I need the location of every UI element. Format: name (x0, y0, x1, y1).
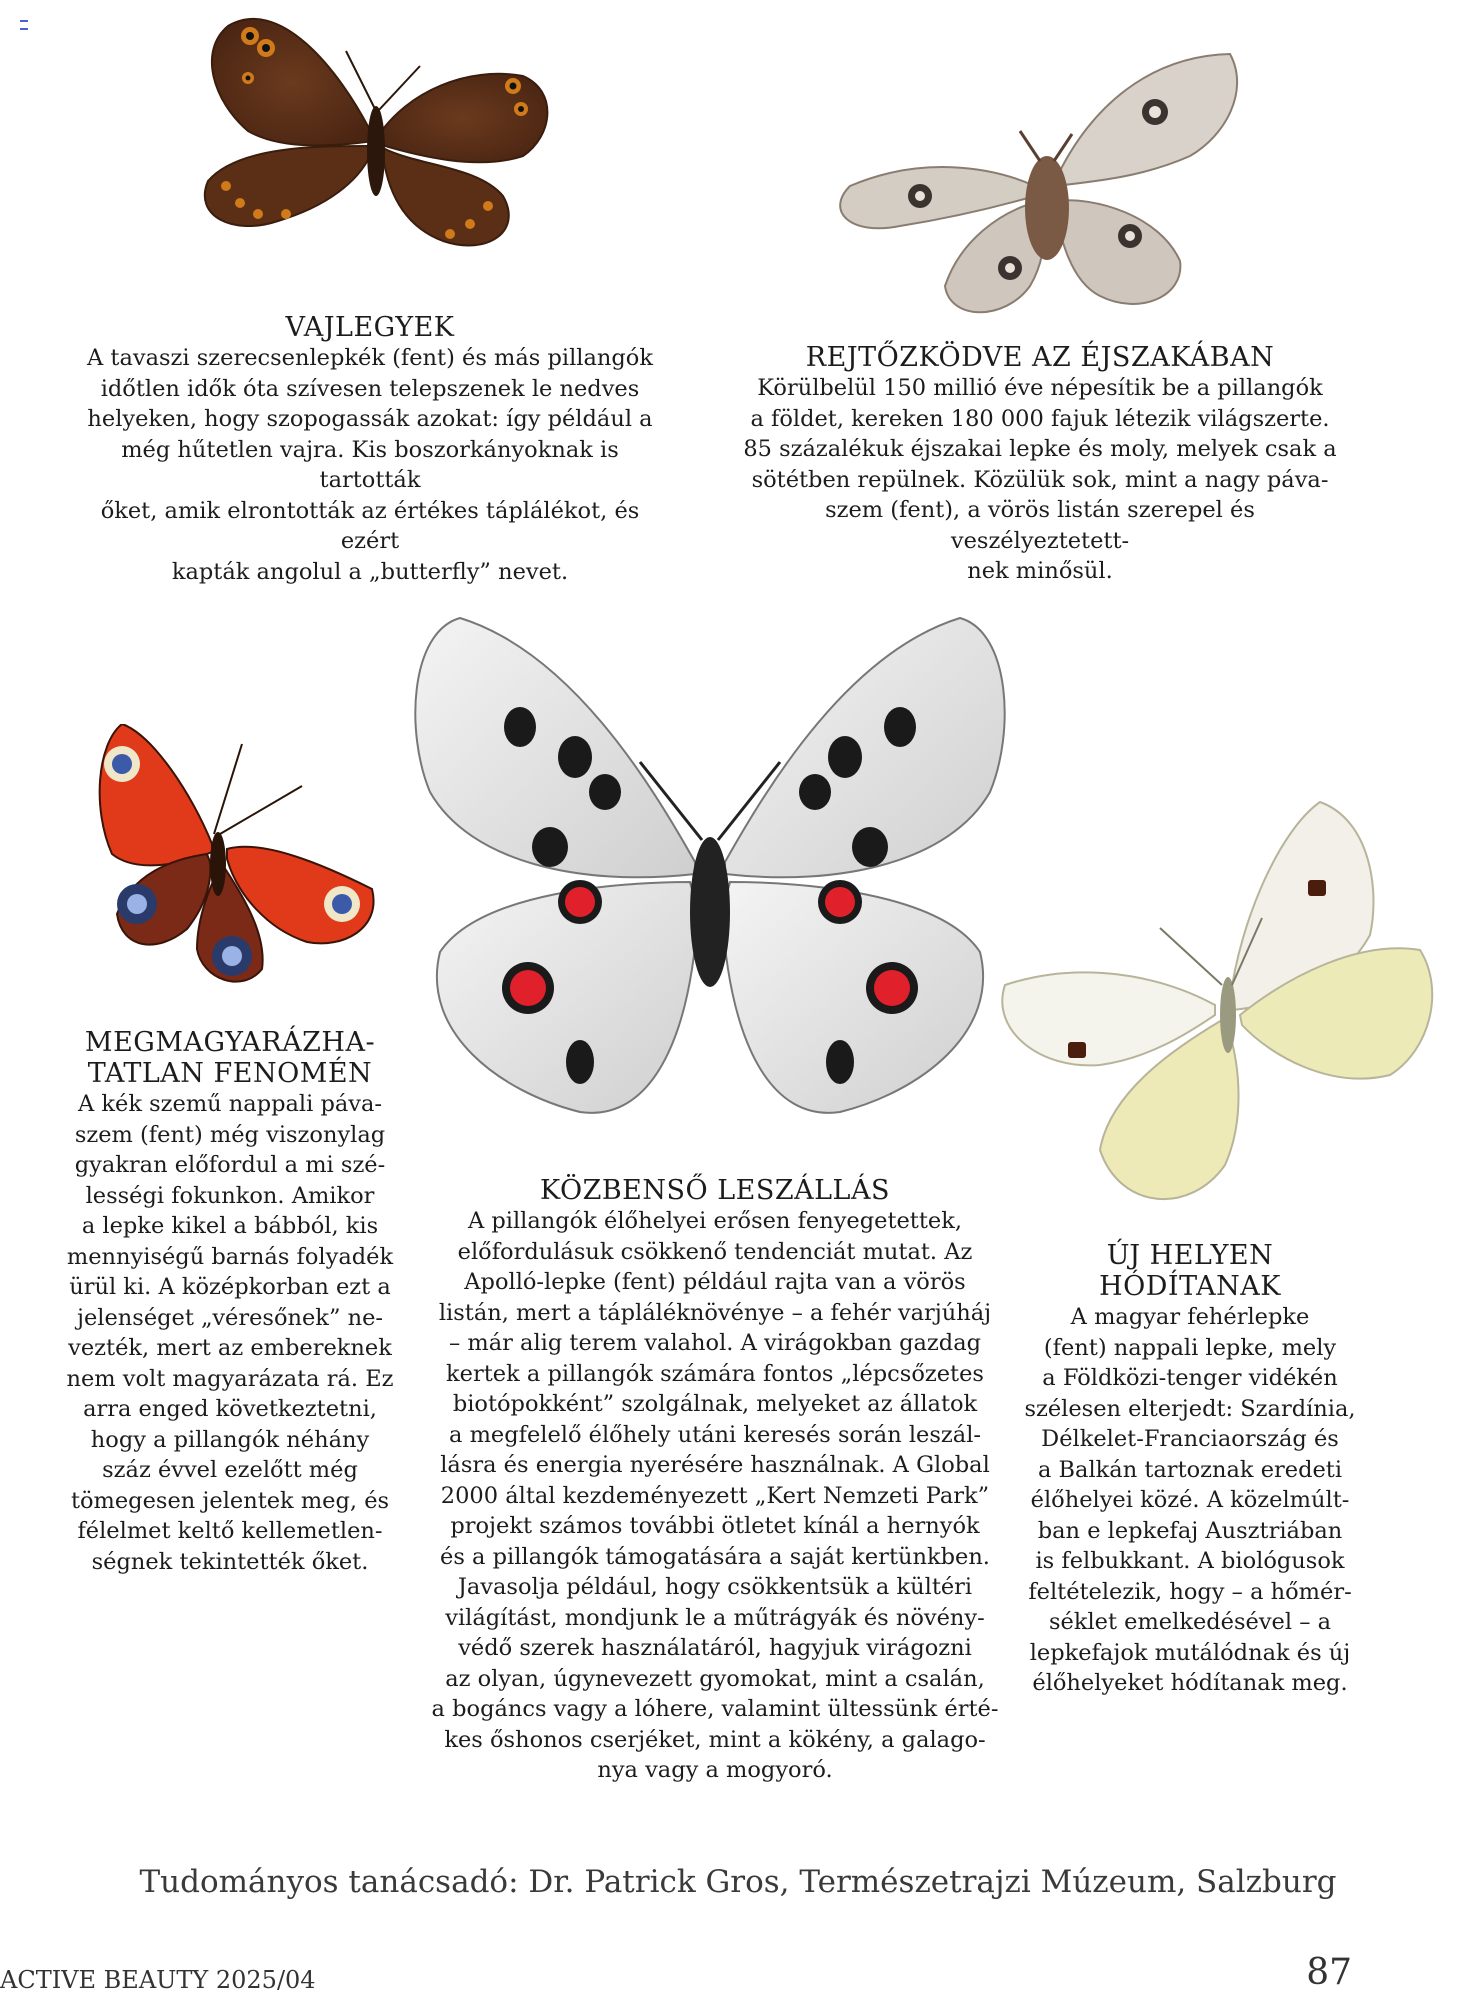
article-title: VAJLEGYEK (285, 312, 455, 343)
corner-mark (20, 20, 28, 30)
article-body: A tavaszi szerecsenlepkék (fent) és más pillangók időtlen idők óta szívesen telepszenek le nedves helyeken, hogy szopogassák azokat: így például a még hűtetlen vajra. Kis boszorkányoknak is tartották őket, amik elrontották az értékes táplálékot, és ezért kapták angolul a „butterfly” nevet. (87, 345, 653, 585)
article-body: Körülbelül 150 millió éve népesítik be a pillangók a földet, kereken 180 000 fajuk létezik világszerte. 85 százalékuk éjszakai lepke és moly, melyek csak a sötétben repülnek. Közülük sok, mint a nagy páva- szem (fent), a vörös listán szerepel és veszélyeztetett- nek minősül. (743, 375, 1337, 584)
article-uj-helyen (1020, 1240, 1360, 1699)
apollo-butterfly-image (400, 612, 1020, 1152)
article-body: A magyar fehérlepke (fent) nappali lepke, mely a Földközi-tenger vidékén szélesen elterjedt: Szardínia, Délkelet-Franciaország és a Balkán tartoznak eredeti élőhelyei közé. A közelmúlt- ban e lepkefaj Ausztriában is felbukkant. A biológusok feltételezik, hogy – a hőmér- séklet emelkedésével – a lepkefajok mutálódnak és új élőhelyeket hódítanak meg. (1024, 1304, 1356, 1696)
article-rejtozkodve (740, 342, 1340, 587)
peacock-butterfly-image (92, 724, 382, 994)
article-title: REJTŐZKÖDVE AZ ÉJSZAKÁBAN (805, 342, 1275, 373)
article-body: A kék szemű nappali páva- szem (fent) még viszonylag gyakran előfordul a mi szé- lességi fokunkon. Amikor a lepke kikel a bábból, kis mennyiségű barnás folyadék ürül ki. A középkorban ezt a jelenséget „véresőnek” ne- vezték, mert az embereknek nem volt magyarázata rá. Ez arra enged következtetni, hogy a pillangók néhány száz évvel ezelőtt még tömegesen jelentek meg, és félelmet keltő kellemetlen- ségnek tekintették őket. (66, 1091, 394, 1575)
erebia-butterfly-image (188, 6, 568, 268)
scientific-advisor-credit: Tudományos tanácsadó: Dr. Patrick Gros, Természetrajzi Múzeum, Salzburg (139, 1864, 1337, 1900)
article-title: MEGMAGYARÁZHA- TATLAN FENOMÉN (84, 1027, 376, 1089)
article-vajlegyek (80, 312, 660, 587)
peacock-moth-image (810, 36, 1250, 336)
magazine-issue: ACTIVE BEAUTY 2025/04 (0, 1966, 316, 1994)
white-butterfly-image (1000, 800, 1440, 1220)
article-megmagyarazhatatlan (60, 1027, 400, 1577)
article-title: ÚJ HELYEN HÓDÍTANAK (1099, 1240, 1281, 1302)
article-kozbenso (420, 1175, 1010, 1786)
article-title: KÖZBENSŐ LESZÁLLÁS (540, 1175, 890, 1206)
page-number: 87 (1306, 1952, 1352, 1993)
article-body: A pillangók élőhelyei erősen fenyegetettek, előfordulásuk csökkenő tendenciát mutat. Az Apolló-lepke (fent) például rajta van a vörös listán, mert a tápláléknövénye – a fehér varjúháj – már alig terem valahol. A virágokban gazdag kertek a pillangók számára fontos „lépcsőzetes biotópokként” szolgálnak, melyeket az állatok a megfelelő élőhely utáni keresés során leszál- lásra és energia nyerésére használnak. A Global 2000 által kezdeményezett „Kert Nemzeti Park” projekt számos további ötletet kínál a hernyók és a pillangók támogatására a saját kertünkben. Javasolja például, hogy csökkentsük a kültéri világítást, mondjunk le a műtrágyák és növény- védő szerek használatáról, hagyjuk virágozni az olyan, úgynevezett gyomokat, mint a csalán, a bogáncs vagy a lóhere, valamint ültessünk érté- kes őshonos cserjéket, mint a kökény, a galago- nya vagy a mogyoró. (431, 1208, 999, 1783)
